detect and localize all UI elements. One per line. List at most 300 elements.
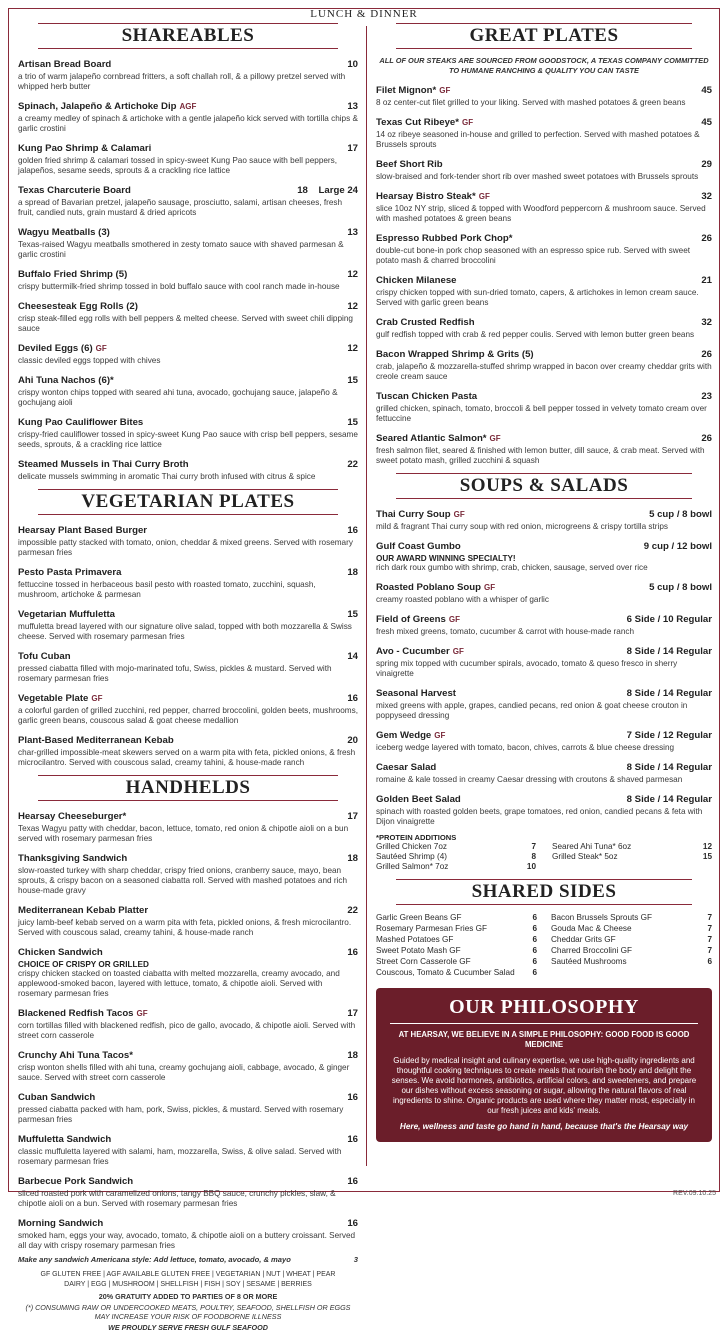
item-name-row [18,412,358,430]
item-name: Hearsay Cheeseburger* [18,811,127,822]
menu-item [18,222,358,260]
item-description: corn tortillas filled with blackened redfish, pico de gallo, avocado, & chipotle aioli. Served with street corn casserole [18,1021,356,1040]
row-name: Grilled Steak* 5oz [552,852,618,861]
philosophy-title: OUR PHILOSOPHY [390,996,698,1024]
item-price: 9 cup / 12 bowl [643,541,712,552]
menu-item [18,296,358,334]
item-name-row [376,80,712,98]
price-row [551,912,712,923]
shared-sides-section [376,878,712,978]
row-price: 6 [532,913,537,922]
item-description: muffuletta bread layered with our signature olive salad, topped with both mozzarella & Swiss cheese. Served with rosemary parmesan fries [18,622,352,641]
item-price: 5 cup / 8 bowl [649,509,712,520]
menu-item [18,1087,358,1125]
item-name: Crunchy Ahi Tuna Tacos* [18,1050,133,1061]
item-price: 6 Side / 10 Regular [626,614,712,625]
great-plates-title: GREAT PLATES [376,22,712,50]
item-price: 5 cup / 8 bowl [649,582,712,593]
item-price: 32 [701,191,712,202]
menu-item [376,789,712,827]
item-price: 18 [347,1050,358,1061]
item-name-row [18,54,358,72]
item-name-row [18,1213,358,1231]
item-name-row [376,609,712,627]
menu-item [18,54,358,92]
item-price: 12 [347,269,358,280]
sides-right [551,912,712,978]
item-name: Artisan Bread Board [18,59,112,70]
menu-item [18,604,358,642]
item-description: crispy chicken stacked on toasted ciabatta with melted mozzarella, creamy avocado, and applewood-smoked bacon, layered with lettuce, tomato, & chipotle aioli. Served with rosemary parmesan fries [18,969,340,998]
row-name: Rosemary Parmesan Fries GF [376,924,488,933]
menu-item [18,1129,358,1167]
menu-item [376,504,712,532]
item-subtitle: CHOICE OF CRISPY OR GRILLED [18,960,149,969]
menu-item [18,1171,358,1209]
item-name: Spinach, Jalapeño & Artichoke Dip [18,101,177,112]
item-description: a trio of warm jalapeño cornbread fritters, a soft challah roll, & a pillowy pretzel served with whipped herb butter [18,72,346,91]
item-price: 16 [347,1092,358,1103]
row-price: 7 [707,913,712,922]
item-name-row [376,186,712,204]
item-name-row [18,900,358,918]
row-price: 7 [531,842,536,851]
item-price: 8 Side / 14 Regular [626,794,712,805]
item-name: Tuscan Chicken Pasta [376,391,478,402]
item-name-row [376,504,712,522]
row-name: Couscous, Tomato & Cucumber Salad [376,968,515,977]
great-plates-section [376,22,712,466]
item-price: 8 Side / 14 Regular [626,688,712,699]
item-name: Gem Wedge [376,730,432,741]
item-name: Texas Cut Ribeye* [376,117,459,128]
item-tags: GF [439,86,451,95]
item-price: 16 [347,693,358,704]
item-name: Cheesesteak Egg Rolls (2) [18,301,138,312]
item-description: rich dark roux gumbo with shrimp, crab, chicken, sausage, served over rice [376,563,648,572]
americana-note-price: 3 [353,1255,358,1264]
item-description: crisp steak-filled egg rolls with bell peppers & melted cheese. Served with sweet chili dipping sauce [18,314,353,333]
menu-item [376,270,712,308]
protein-grid [376,842,712,872]
item-name-row [18,454,358,472]
menu-item [18,454,358,482]
item-name: Avo - Cucumber [376,646,450,657]
price-row [551,956,712,967]
row-price: 8 [531,852,536,861]
right-column [376,22,712,1142]
protein-title: *PROTEIN ADDITIONS [376,833,457,842]
item-name: Thanksgiving Sandwich [18,853,128,864]
item-description: creamy roasted poblano with a whisper of garlic [376,595,549,604]
item-description: double-cut bone-in pork chop seasoned with an espresso spice rub. Served with sweet potato mash & charred broccolini [376,246,691,265]
column-divider [366,26,367,1166]
menu-item [376,577,712,605]
price-row [376,842,536,852]
shareables-section [18,22,358,482]
item-name-row [18,848,358,866]
item-description: classic deviled eggs topped with chives [18,356,161,365]
americana-note [18,1255,358,1264]
row-name: Seared Ahi Tuna* 6oz [552,842,632,851]
item-name: Beef Short Rib [376,159,443,170]
row-name: Sautéed Shrimp (4) [376,852,447,861]
item-name: Tofu Cuban [18,651,71,662]
item-price: 13 [347,227,358,238]
philosophy-close: Here, wellness and taste go hand in hand, because that's the Hearsay way [399,1122,689,1131]
item-subtitle: OUR AWARD WINNING SPECIALTY! [376,554,516,563]
row-price: 7 [707,924,712,933]
item-tags: GF [448,615,460,624]
item-name: Deviled Eggs (6) [18,343,93,354]
item-price: 10 [347,59,358,70]
item-name: Seasonal Harvest [376,688,456,699]
item-name: Espresso Rubbed Pork Chop* [376,233,513,244]
item-name: Texas Charcuterie Board [18,185,131,196]
item-name: Roasted Poblano Soup [376,582,482,593]
item-price: 8 Side / 14 Regular [626,646,712,657]
menu-item [18,806,358,844]
menu-item [18,1045,358,1083]
item-tags: GF [91,694,103,703]
item-price: 17 [347,1008,358,1019]
item-name: Pesto Pasta Primavera [18,567,122,578]
item-description: crispy chicken topped with sun-dried tomato, capers, & artichokes in lemon cream sauce. Served with garlic green beans [376,288,699,307]
vegetarian-list [18,520,358,768]
row-name: Grilled Chicken 7oz [376,842,447,851]
item-price: 15 [347,609,358,620]
item-description: mild & fragrant Thai curry soup with red onion, microgreens & crispy tortilla strips [376,522,668,531]
item-price: 7 Side / 12 Regular [626,730,712,741]
row-name: Street Corn Casserole GF [376,957,471,966]
item-name-row [376,641,712,659]
price-row [551,945,712,956]
item-description: crab, jalapeño & mozzarella-stuffed shrimp wrapped in bacon over creamy cheddar grits with creole cream sauce [376,362,712,381]
soups-salads-title: SOUPS & SALADS [376,472,712,500]
steak-note: ALL OF OUR STEAKS ARE SOURCED FROM GOODSTOCK, A TEXAS COMPANY COMMITTED TO HUMANE RANCHING & QUALITY YOU CAN TASTE [379,56,709,75]
item-name: Morning Sandwich [18,1218,104,1229]
item-description: impossible patty stacked with tomato, onion, cheddar & mixed greens. Served with rosemary parmesan fries [18,538,353,557]
item-name: Ahi Tuna Nachos (6)* [18,375,114,386]
item-name: Plant-Based Mediterranean Kebab [18,735,174,746]
menu-item [376,641,712,679]
menu-item [376,154,712,182]
sides-grid [376,912,712,978]
item-price: 16 [347,1218,358,1229]
item-price: 17 [347,811,358,822]
item-price: 22 [347,459,358,470]
row-price: 6 [532,924,537,933]
menu-item [18,138,358,176]
menu-item [18,942,358,999]
item-name-row [376,428,712,446]
item-name-row [376,536,712,554]
menu-item [376,386,712,424]
item-description: a spread of Bavarian pretzel, jalapeño sausage, prosciutto, salami, artisan cheeses, fresh fruit, candied nuts, grain mustard & dried apricots [18,198,343,217]
item-description: spinach with roasted golden beets, grape tomatoes, red onion, candied pecans & feta with Dijon vinaigrette [376,807,703,826]
menu-item [18,900,358,938]
philosophy-sub: AT HEARSAY, WE BELIEVE IN A SIMPLE PHILOSOPHY: GOOD FOOD IS GOOD MEDICINE [398,1030,690,1049]
item-name: Chicken Sandwich [18,947,103,958]
item-description: fresh salmon filet, seared & finished with lemon butter, dill sauce, & crab meat. Served with sweet potato mash, grilled zucchini & squash [376,446,705,465]
item-name-row [376,757,712,775]
item-name: Barbecue Pork Sandwich [18,1176,134,1187]
item-price [297,185,358,196]
item-name-row [18,222,358,240]
item-name-row [18,806,358,824]
row-name: Grilled Salmon* 7oz [376,862,449,871]
item-name-row [376,270,712,288]
item-name-row [376,154,712,172]
menu-item [18,520,358,558]
item-name-row [18,338,358,356]
price-row [376,923,537,934]
item-price: 8 Side / 14 Regular [626,762,712,773]
price-row [376,862,536,872]
shareables-title: SHAREABLES [18,22,358,50]
item-description: a creamy medley of spinach & artichoke with a gentle jalapeño kick served with tortilla chips & garlic crostini [18,114,358,133]
item-description: slice 10oz NY strip, sliced & topped with Woodford peppercorn & mushroom sauce. Served with mashed potatoes & green beans [376,204,706,223]
item-name: Filet Mignon* [376,85,437,96]
item-description: grilled chicken, spinach, tomato, broccoli & bell pepper tossed in velvety tomato cream over fettuccine [376,404,707,423]
menu-item [18,370,358,408]
item-name-row [18,646,358,664]
item-tags: AGF [179,102,197,111]
menu-item [376,609,712,637]
item-name-row [18,1171,358,1189]
vegetarian-title: VEGETARIAN PLATES [18,488,358,516]
row-price: 10 [526,862,536,871]
menu-item [376,228,712,266]
consume-note: (*) CONSUMING RAW OR UNDERCOOKED MEATS, POULTRY, SEAFOOD, SHELLFISH OR EGGS MAY INCREASE YOUR RISK OF FOODBORNE ILLNESS [25,1303,351,1321]
row-name: Mashed Potatoes GF [376,935,454,944]
row-name: Cheddar Grits GF [551,935,616,944]
row-name: Sautéed Mushrooms [551,957,627,966]
item-name-row [376,789,712,807]
menu-item [376,186,712,224]
item-name: Gulf Coast Gumbo [376,541,461,552]
handhelds-section [18,774,358,1264]
row-price: 15 [702,852,712,861]
item-name: Buffalo Fried Shrimp (5) [18,269,128,280]
item-price: 26 [701,233,712,244]
menu-item [18,96,358,134]
item-price: 32 [701,317,712,328]
price-row [376,852,536,862]
item-name-row [18,604,358,622]
philosophy-box [376,988,712,1142]
item-price-small: 18 [297,185,308,196]
row-name: Garlic Green Beans GF [376,913,462,922]
row-price: 7 [707,946,712,955]
soups-salads-section [376,472,712,872]
item-description: 8 oz center-cut filet grilled to your liking. Served with mashed potatoes & green beans [376,98,686,107]
item-name: Steamed Mussels in Thai Curry Broth [18,459,189,470]
menu-item [18,180,358,218]
item-price: 12 [347,343,358,354]
price-row [376,956,537,967]
menu-item [18,848,358,896]
item-description: gulf redfish topped with crab & red pepper coulis. Served with lemon butter green beans [376,330,695,339]
item-name-row [376,228,712,246]
item-name: Chicken Milanese [376,275,457,286]
philosophy-body: Guided by medical insight and culinary expertise, we use high-quality ingredients and thoughtful cooking techniques to create meals that nourish the body and delight the senses. We avoid hormones, antibiotics, artificial colors, and sweeteners, and prepare our dishes without excess seasoning or sugar, allowing the natural flavors of real ingredients to shine. Organic products are used where they matter most, especially in our fresh juices and kids' meals. [391,1056,697,1115]
item-description: a colorful garden of grilled zucchini, red pepper, charred broccolini, golden beets, mushrooms, garlic green beans, couscous salad & goat cheese medallion [18,706,358,725]
menu-item [18,338,358,366]
item-name-row [376,112,712,130]
item-price: 18 [347,853,358,864]
item-name-row [18,688,358,706]
item-name-row [18,180,358,198]
price-row [376,934,537,945]
item-price: 23 [701,391,712,402]
item-tags: GF [484,583,496,592]
menu-item [376,80,712,108]
item-name: Vegetarian Muffuletta [18,609,116,620]
menu-item [18,562,358,600]
vegetarian-section [18,488,358,768]
great-plates-list [376,80,712,466]
menu-item [376,312,712,340]
item-name-row [18,96,358,114]
item-name: Cuban Sandwich [18,1092,96,1103]
item-name-row [18,942,358,960]
item-price: 20 [347,735,358,746]
item-price: 16 [347,525,358,536]
row-name: Gouda Mac & Cheese [551,924,632,933]
item-name: Golden Beet Salad [376,794,461,805]
menu-item [18,646,358,684]
price-row [376,912,537,923]
item-price: 21 [701,275,712,286]
row-price: 6 [707,957,712,966]
allergen-legend [18,1270,358,1290]
menu-item [376,428,712,466]
item-description: slow-roasted turkey with sharp cheddar, crispy fried onions, cranberry sauce, mayo, bean sprouts, & crispy bacon on a seasoned ciabatta roll. Served with mashed potatoes and rich house-made gravy [18,866,348,895]
item-description: sliced roasted pork with caramelized onions, tangy BBQ sauce, crunchy pickles, slaw, & chipotle aioli on a bun. Served with rosemary parmesan fries [18,1189,336,1208]
item-name-row [376,577,712,595]
item-price: 16 [347,1176,358,1187]
menu-item [18,1213,358,1251]
item-description: smoked ham, eggs your way, avocado, tomato, & chipotle aioli on a buttery croissant. Served all day with crispy rosemary parmesan fries [18,1231,356,1250]
shareables-list [18,54,358,482]
item-description: crispy-fried cauliflower tossed in spicy-sweet Kung Pao sauce with crisp bell peppers, sesame seeds, sprouts, & a crackling rice lattice [18,430,358,449]
handhelds-list [18,806,358,1251]
item-description: pressed ciabatta packed with ham, pork, Swiss, pickles, & mustard. Served with rosemary parmesan fries [18,1105,344,1124]
item-description: golden fried shrimp & calamari tossed in spicy-sweet Kung Pao sauce with bell peppers, jalapeños, sesame seeds, sprouts & a crackling rice lattice [18,156,338,175]
item-description: pressed ciabatta filled with mojo-marinated tofu, Swiss, pickles & mustard. Served with rosemary parmesan fries [18,664,332,683]
price-row [551,923,712,934]
item-price: 16 [347,1134,358,1145]
item-name-row [376,725,712,743]
row-price: 6 [532,935,537,944]
item-description: Texas-raised Wagyu meatballs smothered in zesty tomato sauce with shaved parmesan & garlic crostini [18,240,344,259]
soups-salads-list [376,504,712,827]
item-description: char-grilled impossible-meat skewers served on a warm pita with feta, pickled onions, & fresh microcilantro. Served with couscous salad, creamy tahini, & house-made ranch [18,748,356,767]
item-name-row [18,730,358,748]
item-name: Seared Atlantic Salmon* [376,433,487,444]
item-price: 26 [701,349,712,360]
gratuity-note: 20% GRATUITY ADDED TO PARTIES OF 8 OR MORE [98,1292,278,1301]
item-tags: GF [453,510,465,519]
item-name-row [18,562,358,580]
item-tags: GF [489,434,501,443]
item-description: fresh mixed greens, tomato, cucumber & carrot with house-made ranch [376,627,635,636]
legend-line-2: DAIRY | EGG | MUSHROOM | SHELLFISH | FISH | SOY | SESAME | BERRIES [64,1281,312,1288]
left-column [18,22,358,1332]
menu-item [18,412,358,450]
item-description: Texas Wagyu patty with cheddar, bacon, lettuce, tomato, red onion & chipotle aioli on a bun served with rosemary parmesan fries [18,824,349,843]
item-name-row [18,296,358,314]
menu-item [18,264,358,292]
item-name: Vegetable Plate [18,693,89,704]
shared-sides-title: SHARED SIDES [376,878,712,906]
item-name: Blackened Redfish Tacos [18,1008,134,1019]
row-name: Charred Broccolini GF [551,946,632,955]
item-price: 26 [701,433,712,444]
price-row [376,945,537,956]
item-description: 14 oz ribeye seasoned in-house and grilled to perfection. Served with mashed potatoes & Brussels sprouts [376,130,700,149]
item-price: 29 [701,159,712,170]
item-tags: GF [95,344,107,353]
price-row [552,842,712,852]
item-name: Muffuletta Sandwich [18,1134,112,1145]
item-description: spring mix topped with cucumber spirals, avocado, tomato & queso fresco in sherry vinaigrette [376,659,678,678]
gulf-note: WE PROUDLY SERVE FRESH GULF SEAFOOD [108,1323,268,1332]
price-row [551,934,712,945]
item-name-row [18,264,358,282]
item-price: 14 [347,651,358,662]
sides-left [376,912,537,978]
menu-item [376,757,712,785]
item-price: 18 [347,567,358,578]
item-description: iceberg wedge layered with tomato, bacon, chives, carrots & blue cheese dressing [376,743,675,752]
item-name-row [18,1129,358,1147]
item-description: crisp wonton shells filled with ahi tuna, creamy gochujang aioli, cabbage, avocado, & ginger sauce. Served with street corn casserole [18,1063,350,1082]
item-tags: GF [136,1009,148,1018]
item-description: fettuccine tossed in herbaceous basil pesto with roasted tomato, zucchini, squash, mushroom, artichoke & parmesan [18,580,316,599]
row-name: Sweet Potato Mash GF [376,946,461,955]
item-price: 13 [347,101,358,112]
item-description: juicy lamb-beef kebab served on a warm pita with feta, pickled onions, & fresh microcilantro. Served with couscous salad, creamy tahini, & house-made ranch [18,918,352,937]
item-name-row [18,1087,358,1105]
item-name-row [18,1003,358,1021]
menu-item [376,725,712,753]
item-name: Kung Pao Cauliflower Bites [18,417,144,428]
menu-top-label: LUNCH & DINNER [310,8,418,20]
item-name-row [18,370,358,388]
item-name-row [376,386,712,404]
item-price-large: Large 24 [318,185,358,196]
item-description: classic muffuletta layered with salami, ham, mozzarella, Swiss, & olive salad. Served with rosemary parmesan fries [18,1147,342,1166]
item-name-row [18,1045,358,1063]
menu-item [18,1003,358,1041]
item-name: Field of Greens [376,614,446,625]
item-description: delicate mussels swimming in aromatic Thai curry broth infused with citrus & spice [18,472,316,481]
item-tags: GF [478,192,490,201]
item-price: 22 [347,905,358,916]
item-name: Wagyu Meatballs (3) [18,227,110,238]
item-tags: GF [434,731,446,740]
row-price: 6 [532,946,537,955]
item-description: crispy wonton chips topped with seared ahi tuna, avocado, gochujang sauce, jalapeño & gochujang aioli [18,388,338,407]
item-name: Bacon Wrapped Shrimp & Grits (5) [376,349,534,360]
item-price: 15 [347,417,358,428]
menu-item [376,344,712,382]
row-price: 6 [532,957,537,966]
item-price: 45 [701,117,712,128]
item-price: 17 [347,143,358,154]
